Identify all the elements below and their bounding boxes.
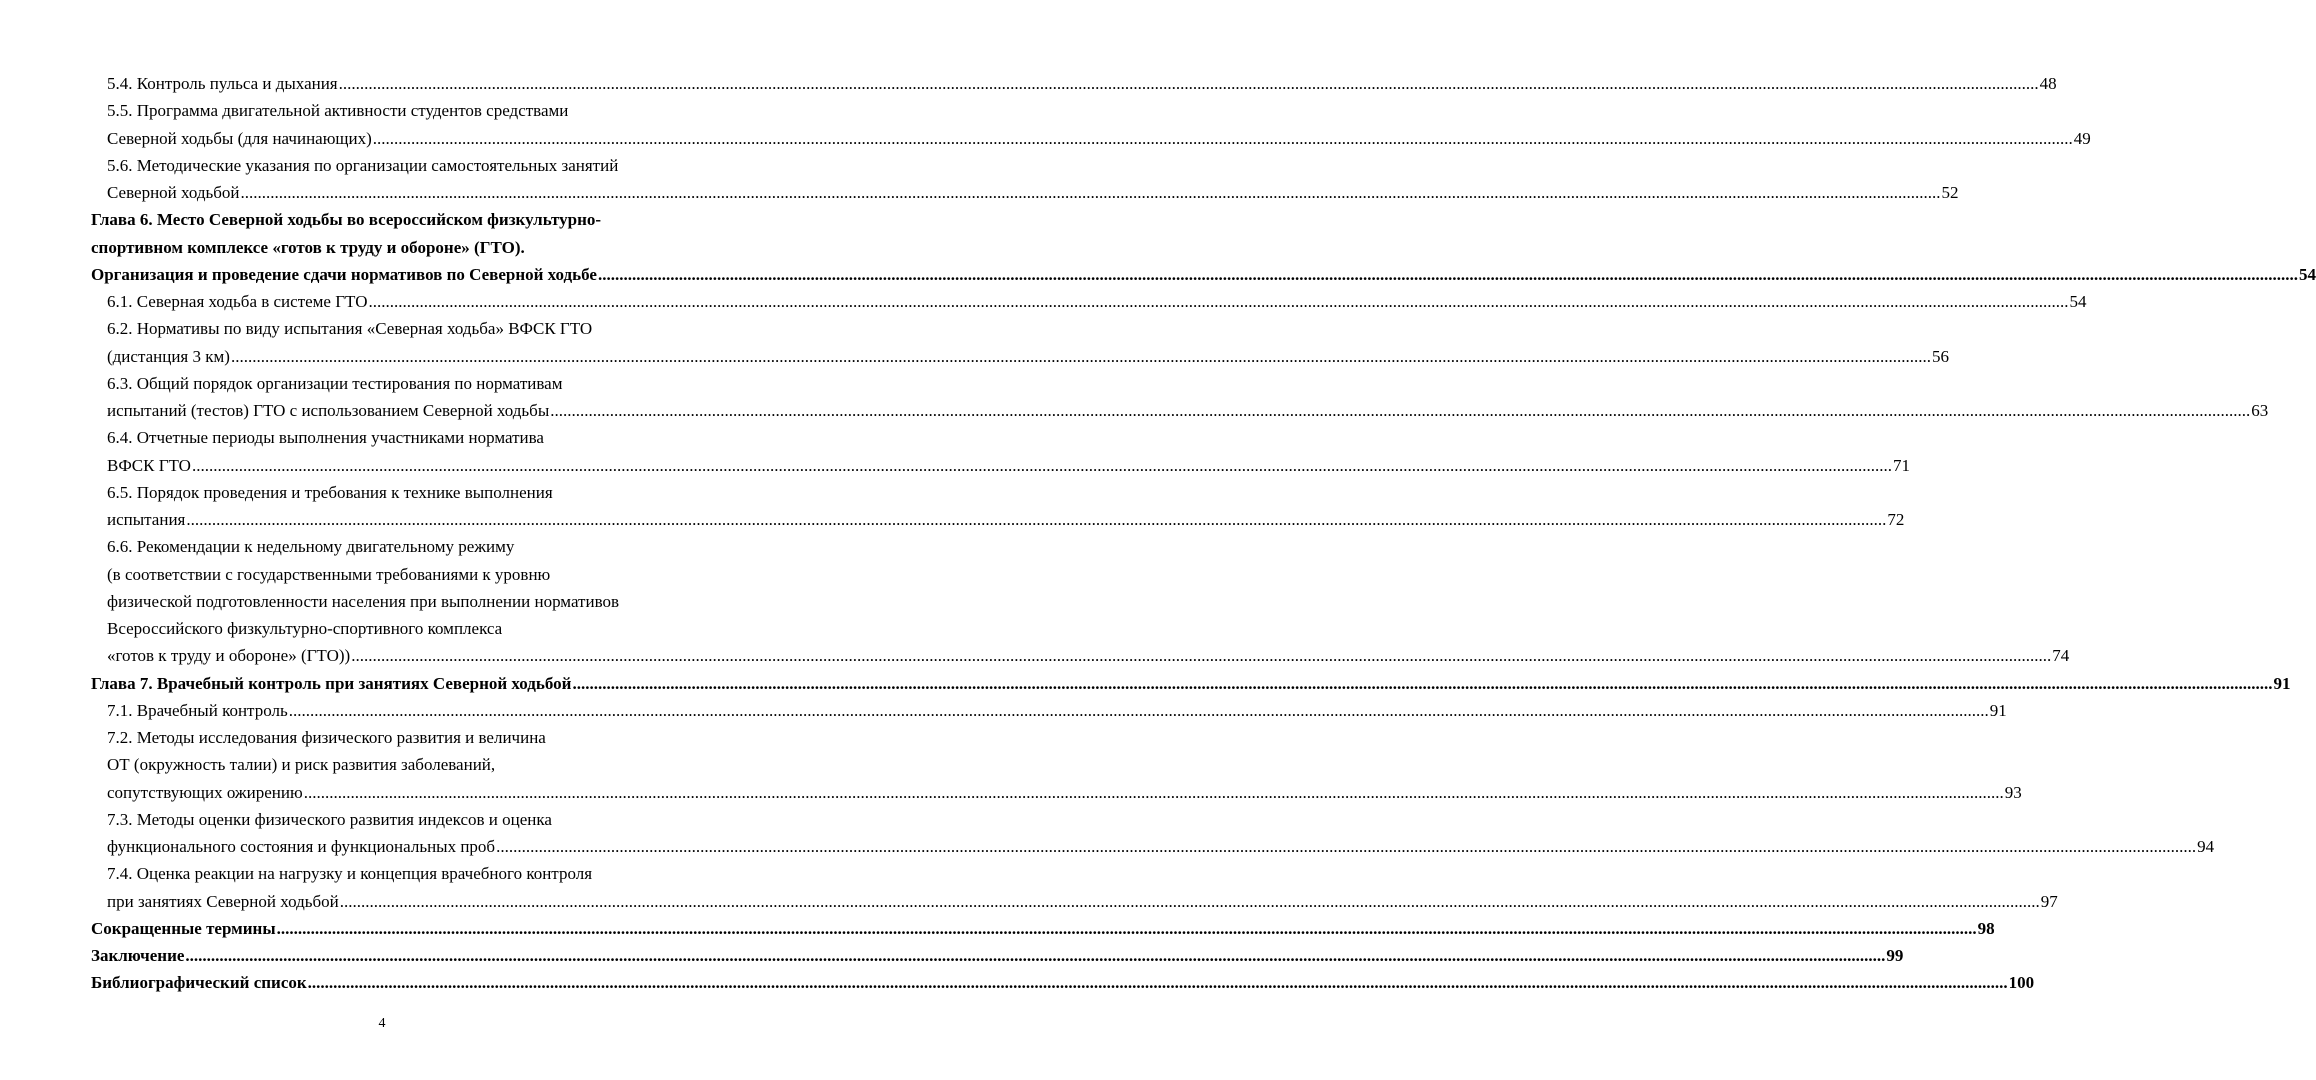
toc-entry-text: 7.2. Методы исследования физического развития и величина [107, 728, 546, 747]
toc-entry-text: Сокращенные термины [91, 918, 276, 938]
toc-entry-text: функционального состояния и функциональных проб [107, 837, 496, 856]
toc-entry-text: Заключение [91, 946, 185, 965]
toc-page-number: 99 [1886, 946, 1904, 965]
toc-entry-text: ВФСК ГТО [107, 455, 191, 475]
toc-entry-text: Северной ходьбы (для начинающих) [107, 128, 372, 148]
toc-section-line [91, 561, 671, 588]
toc-entry-text: испытаний (тестов) ГТО с использованием Северной ходьбы [107, 401, 550, 420]
toc-page-number: 54 [2298, 264, 2316, 284]
toc-section-line [91, 452, 1910, 479]
toc-entry-text: спортивном комплексе «готов к труду и обороне» (ГТО). [91, 237, 525, 257]
toc-section-line [91, 125, 2091, 152]
toc-chapter-line [91, 670, 2291, 697]
toc-page-number: 52 [1941, 183, 1959, 202]
toc-section-line [91, 179, 1959, 206]
toc-entry-text: 6.3. Общий порядок организации тестирования по нормативам [107, 373, 563, 393]
toc-dot-leader: ................................................................................................................................................................................................................................................................................................................................................................................................................ [368, 292, 2069, 311]
toc-entry-text: сопутствующих ожирению [107, 782, 303, 802]
toc-section-line [91, 833, 2215, 860]
toc-section-line [91, 615, 671, 642]
toc-page-number: 71 [1892, 455, 1910, 475]
toc-section-line [91, 860, 671, 887]
toc-entry-text: 6.1. Северная ходьба в системе ГТО [107, 292, 368, 311]
toc-page-number: 100 [2008, 973, 2035, 993]
toc-dot-leader: ................................................................................................................................................................................................................................................................................................................................................................................................................ [303, 782, 2004, 802]
toc-dot-leader: ................................................................................................................................................................................................................................................................................................................................................................................................................ [240, 183, 1941, 202]
toc-section-line [91, 70, 2057, 97]
toc-chapter-line [91, 234, 671, 261]
toc-entry-text: Библиографический список [91, 973, 307, 993]
toc-section-line [91, 533, 671, 560]
toc-entry-text: ОТ (окружность талии) и риск развития заболеваний, [107, 755, 496, 775]
toc-page-number: 48 [2039, 74, 2057, 93]
toc-page-number: 63 [2251, 401, 2269, 420]
toc-section-line [91, 806, 671, 833]
toc-page-number: 91 [2273, 673, 2291, 693]
toc-dot-leader: ................................................................................................................................................................................................................................................................................................................................................................................................................ [288, 700, 1989, 720]
toc-dot-leader: ................................................................................................................................................................................................................................................................................................................................................................................................................ [186, 510, 1887, 529]
toc-entry-text: испытания [107, 510, 186, 529]
toc-dot-leader: ................................................................................................................................................................................................................................................................................................................................................................................................................ [351, 646, 2052, 666]
toc-chapter-line [91, 915, 1995, 942]
toc-page-number: 94 [2197, 837, 2215, 856]
toc-dot-leader: ................................................................................................................................................................................................................................................................................................................................................................................................................ [372, 128, 2073, 148]
toc-page-number: 91 [1989, 700, 2007, 720]
toc-entry-text: физической подготовленности населения при выполнении нормативов [107, 591, 620, 611]
toc-section-line [91, 315, 671, 342]
toc-entry-text: Глава 7. Врачебный контроль при занятиях Северной ходьбой [91, 673, 572, 693]
toc-section-line [91, 97, 671, 124]
toc-page-number: 56 [1931, 346, 1949, 366]
toc-section-line [91, 288, 2087, 315]
toc-dot-leader: ................................................................................................................................................................................................................................................................................................................................................................................................................ [597, 264, 2298, 284]
toc-section-line [91, 751, 671, 778]
toc-page-number: 93 [2004, 782, 2022, 802]
toc-entry-text: 7.1. Врачебный контроль [107, 700, 288, 720]
toc-dot-leader: ................................................................................................................................................................................................................................................................................................................................................................................................................ [276, 918, 1977, 938]
toc-entry-text: (в соответствии с государственными требованиями к уровню [107, 564, 551, 584]
toc-section-line [91, 588, 671, 615]
toc-section-line [91, 506, 1905, 533]
toc-entry-text: 6.4. Отчетные периоды выполнения участниками норматива [107, 428, 544, 448]
toc-section-line [91, 370, 671, 397]
toc-chapter-line [91, 206, 671, 233]
toc-dot-leader: ................................................................................................................................................................................................................................................................................................................................................................................................................ [230, 346, 1931, 366]
toc-section-line [91, 642, 2070, 669]
toc-page-number: 74 [2052, 646, 2070, 666]
toc-dot-leader: ................................................................................................................................................................................................................................................................................................................................................................................................................ [550, 401, 2251, 420]
toc-entry-text: 5.5. Программа двигательной активности студентов средствами [107, 101, 569, 121]
toc-entry-text: Организация и проведение сдачи нормативов по Северной ходьбе [91, 264, 597, 284]
toc-section-line [91, 697, 2007, 724]
toc-page-number: 49 [2073, 128, 2091, 148]
toc-dot-leader: ................................................................................................................................................................................................................................................................................................................................................................................................................ [339, 891, 2040, 911]
toc-dot-leader: ................................................................................................................................................................................................................................................................................................................................................................................................................ [191, 455, 1892, 475]
toc-section-line [91, 479, 671, 506]
toc-entry-text: Глава 6. Место Северной ходьбы во всероссийском физкультурно- [91, 210, 602, 230]
toc-dot-leader: ................................................................................................................................................................................................................................................................................................................................................................................................................ [307, 973, 2008, 993]
toc-dot-leader: ................................................................................................................................................................................................................................................................................................................................................................................................................ [572, 673, 2273, 693]
toc-chapter-line [91, 942, 1904, 969]
toc-entry-text: 7.4. Оценка реакции на нагрузку и концепция врачебного контроля [107, 864, 593, 884]
toc-page-number: 54 [2069, 292, 2087, 311]
toc-section-line [91, 397, 2269, 424]
toc-entry-text: 5.6. Методические указания по организации самостоятельных занятий [107, 155, 619, 175]
toc-section-line [91, 152, 671, 179]
toc-section-line [91, 343, 1949, 370]
toc-entry-text: при занятиях Северной ходьбой [107, 891, 339, 911]
toc-page-number: 72 [1887, 510, 1905, 529]
toc-chapter-line [91, 969, 2035, 996]
toc-entry-text: Всероссийского физкультурно-спортивного комплекса [107, 619, 503, 638]
toc-entry-text: 5.4. Контроль пульса и дыхания [107, 74, 338, 93]
toc-section-line [91, 888, 2058, 915]
toc-page-number: 98 [1977, 918, 1995, 938]
toc-entry-text: 6.5. Порядок проведения и требования к технике выполнения [107, 482, 553, 502]
toc-chapter-line [91, 261, 2316, 288]
toc-entry-text: Северной ходьбой [107, 183, 240, 202]
toc-section-line [91, 424, 671, 451]
toc-entry-text: 6.2. Нормативы по виду испытания «Северная ходьба» ВФСК ГТО [107, 319, 593, 339]
toc-page-number: 97 [2040, 891, 2058, 911]
toc-dot-leader: ................................................................................................................................................................................................................................................................................................................................................................................................................ [496, 837, 2197, 856]
toc-entry-text: «готов к труду и обороне» (ГТО)) [107, 646, 351, 666]
toc-section-line [91, 779, 2022, 806]
toc-section-line [91, 724, 671, 751]
toc-dot-leader: ................................................................................................................................................................................................................................................................................................................................................................................................................ [338, 74, 2039, 93]
toc-entry-text: 6.6. Рекомендации к недельному двигательному режиму [107, 537, 515, 557]
table-of-contents [91, 70, 2316, 997]
page-number: 4 [378, 1016, 386, 1031]
toc-dot-leader: ................................................................................................................................................................................................................................................................................................................................................................................................................ [185, 946, 1886, 965]
toc-entry-text: 7.3. Методы оценки физического развития индексов и оценка [107, 809, 552, 829]
toc-entry-text: (дистанция 3 км) [107, 346, 230, 366]
